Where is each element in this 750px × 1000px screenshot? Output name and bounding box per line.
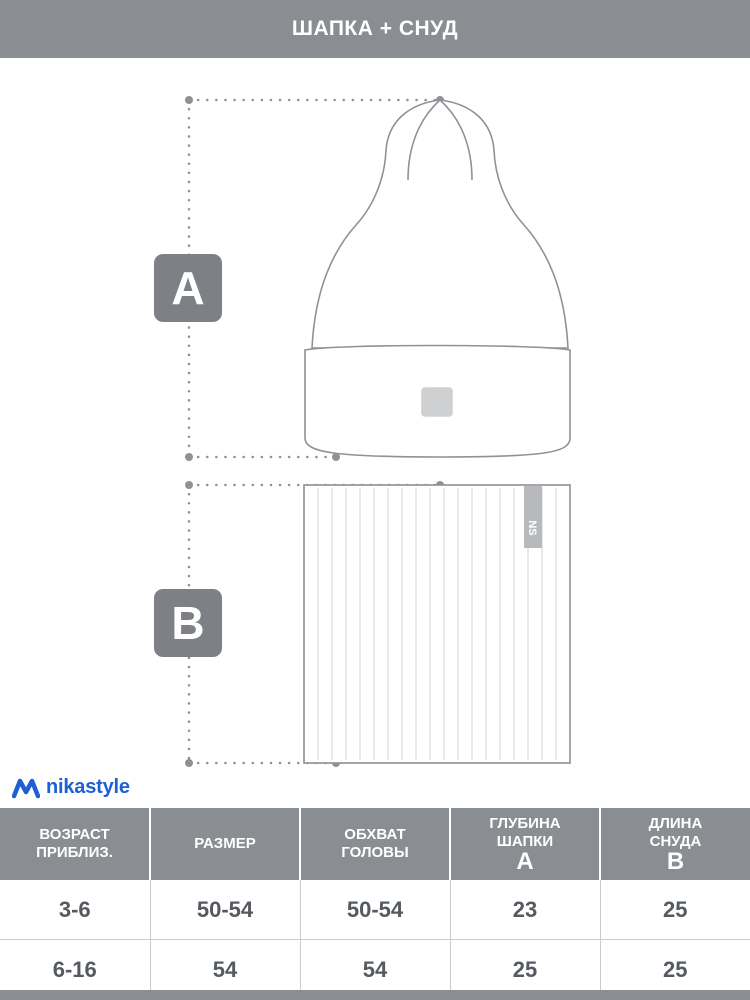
header-hat-depth: ГЛУБИНА ШАПКИ A [450,808,600,880]
hat-label-patch [422,388,452,416]
page-title: ШАПКА + СНУД [291,17,459,40]
table-cell: 50-54 [300,880,450,940]
table-cell: 54 [150,940,300,1000]
table-cell: 6-16 [0,940,150,1000]
table-cell: 25 [600,880,750,940]
header-size: РАЗМЕР [150,808,300,880]
header-snood-length: ДЛИНА СНУДА B [600,808,750,880]
header-head-circumference: ОБХВАТ ГОЛОВЫ [300,808,450,880]
snood-tag-text: NS [526,520,538,536]
table-cell: 54 [300,940,450,1000]
table-cell: 25 [600,940,750,1000]
snood-tag [524,486,542,548]
table-cell: 3-6 [0,880,150,940]
label-b-badge [154,589,222,657]
label-b: B [171,597,205,649]
size-table [0,808,750,1000]
table-header-row [0,808,750,880]
table-cell: 23 [450,880,600,940]
table-row [0,880,750,940]
bottom-bar [0,990,750,1000]
header-age: ВОЗРАСТ ПРИБЛИЗ. [0,808,150,880]
brand-logo [12,776,130,799]
snood-icon [304,485,570,763]
hat-icon [305,100,570,457]
label-a: A [171,262,205,314]
diagram-drawing [0,58,750,768]
size-diagram [0,58,750,768]
brand-name: nikastyle [46,776,130,798]
label-a-badge [154,254,222,322]
table-cell: 50-54 [150,880,300,940]
nikastyle-logo-icon [12,777,40,799]
table-cell: 25 [450,940,600,1000]
header-bar [0,0,750,58]
